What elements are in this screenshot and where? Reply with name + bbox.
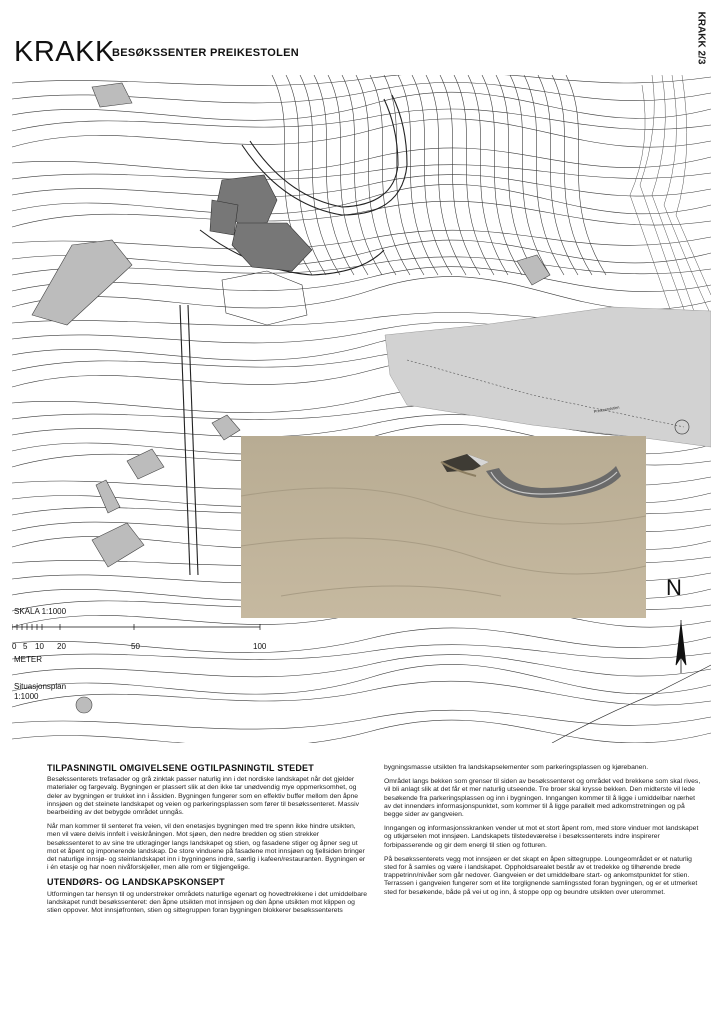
contour-line xyxy=(468,75,508,275)
contour-line xyxy=(314,75,354,275)
page-label xyxy=(692,8,710,68)
trail-label: Preikestolstien xyxy=(593,404,620,414)
page-header xyxy=(0,0,723,75)
contour-line xyxy=(342,75,382,275)
scale-tick-0: 0 xyxy=(12,642,17,651)
contour-line xyxy=(12,119,711,147)
contour-line xyxy=(384,75,424,275)
scale-unit: METER xyxy=(14,655,42,664)
contour-line xyxy=(12,277,711,310)
scale-tick-20: 20 xyxy=(57,642,66,651)
north-arrow xyxy=(676,620,686,673)
paragraph: Besøkssenterets trefasader og grå zinktak passer naturlig inn i det nordiske landskapet når det gjelder materialer og fargevalg. Bygningen er plassert slik at den ikke tar unødvendig mye oppmerksomhet, og deler av bygningen er trukket inn i åssiden. Bygningen fungerer som en effektiv buffer mellom den åpne innsjøen og det steinete landskapet og veien og parkeringsplassen som fører til besøkssenteret. Massiv bearbeiding av det bebygde området unngås. xyxy=(47,776,360,817)
paragraph: Utformingen tar hensyn til og understreker områdets naturlige egenart og hovedtrekkene i det umiddelbare landskapet rundt besøkssenteret: den åpne utsikten mot innsjøen og den åpne utsikten mot klippen og stien oppover. Mot innsjøfronten, stien og sittegruppen foran bygningen blokkerer besøkssenterets xyxy=(47,890,368,915)
section-heading-landscape: UTENDØRS- OG LANDSKAPSKONSEPT xyxy=(47,877,225,888)
contour-line xyxy=(12,655,711,677)
paragraph: Inngangen og informasjonsskranken vender ut mot et stort åpent rom, med store vinduer mot landskapet og utkjørselen mot innsjøen. Landskapets tilstedeværelse i besøkssenterets indre inspirerer forbipasserende og gir dem energi til stien og fotturen. xyxy=(384,825,699,849)
contour-line xyxy=(12,148,711,173)
contour-line xyxy=(370,75,410,275)
text-column-right xyxy=(384,764,704,903)
contour-line xyxy=(12,710,711,729)
contour-line xyxy=(482,75,522,275)
contour-line xyxy=(12,184,711,214)
contour-line xyxy=(356,75,396,275)
north-label: N xyxy=(666,575,682,600)
scale-tick-100: 100 xyxy=(253,642,267,651)
contour-line xyxy=(12,175,711,197)
contour-line xyxy=(552,75,592,275)
site-plan-drawing xyxy=(12,75,711,743)
scale-tick-50: 50 xyxy=(131,642,140,651)
contour-line xyxy=(496,75,536,275)
contour-line xyxy=(12,664,711,694)
project-title: KRAKK xyxy=(14,36,115,68)
paragraph: Området langs bekken som grenser til siden av besøkssenteret og området ved brekkene som skal rives, vil bli anlagt slik at det får et mer naturlig utseende. Tre broer skal krysse bekken. Den midterste vil lede besøkende fra parkeringsplassen og inn i bygningen. Inngangen kommer til å ligge i umiddelbar nærhet av det innendørs informasjonspunktet, som kommer til å ligge parallelt med adkomstretningen og på begge sider av gangveien. xyxy=(384,778,701,819)
contour-line xyxy=(440,75,480,275)
contour-line xyxy=(328,75,368,275)
paragraph: Når man kommer til senteret fra veien, vil den enetasjes bygningen med tre spenn ikke hindre utsikten, men vil være delvis innfelt i veiskråningen. Mot sjøen, den nedre bredden og stien strekker besøkssenteret to av sine tre utkraginger langs landskapet og stien, og fasadene stiger og åpner seg ut mot et åpent og imponerende landskap. De store vinduene på fasadene mot innsjøen og fjellsiden bringer det naturlige innsjø- og steinlandskapet inn i bygningens indre, særlig i kafeen/restauranten. Bygningen er i én etasje og har noen nivåforskjeller, men alle rom er tilgjengelige. xyxy=(47,823,366,872)
scale-tick-10: 10 xyxy=(35,642,44,651)
scale-tick-5: 5 xyxy=(23,642,28,651)
project-subtitle: BESØKSSENTER PREIKESTOLEN xyxy=(112,47,299,59)
aerial-render-drawing xyxy=(241,436,646,618)
contour-line xyxy=(12,628,711,653)
scale-bar xyxy=(12,624,260,630)
scale-title: SKALA 1:1000 xyxy=(14,607,67,616)
page-label-text: KRAKK 2/3 xyxy=(695,11,707,65)
paragraph: bygningsmasse utsikten fra landskapselementer som parkeringsplassen og kjørebanen. xyxy=(384,764,649,771)
aerial-render xyxy=(241,436,646,618)
section-heading-adaptation: TILPASNINGTIL OMGIVELSENE OGTILPASNINGTIL STEDET xyxy=(47,763,314,773)
secondary-building xyxy=(222,271,307,325)
text-section xyxy=(47,764,707,1019)
contour-line xyxy=(12,109,711,131)
contour-line xyxy=(12,720,711,743)
contour-line xyxy=(566,75,606,275)
plan-scale: 1:1000 xyxy=(14,692,39,701)
contour-line xyxy=(12,681,711,707)
terrain-model xyxy=(385,307,711,447)
plan-title: Situasjonsplan xyxy=(14,682,67,691)
contour-line xyxy=(454,75,494,275)
text-column-left xyxy=(47,764,367,921)
paragraph: På besøkssenterets vegg mot innsjøen er det skapt en åpen sittegruppe. Loungeområdet er et naturlig sted for å samles og være i landskapet. Oppholdsarealet består av et tredekke og tilhørende brede trappetrinn/nivåer som går nedover. Gangveien er det umiddelbare start- og ankomstpunktet for stien. Terrassen i gangveien fungerer som et lite torglignende samlingssted foran bygningen, og er et utmerket sted for besøkende, både på vei ut og inn, å stoppe opp og beundre utsikten over uterommet. xyxy=(384,855,698,896)
site-plan-map xyxy=(12,75,711,743)
